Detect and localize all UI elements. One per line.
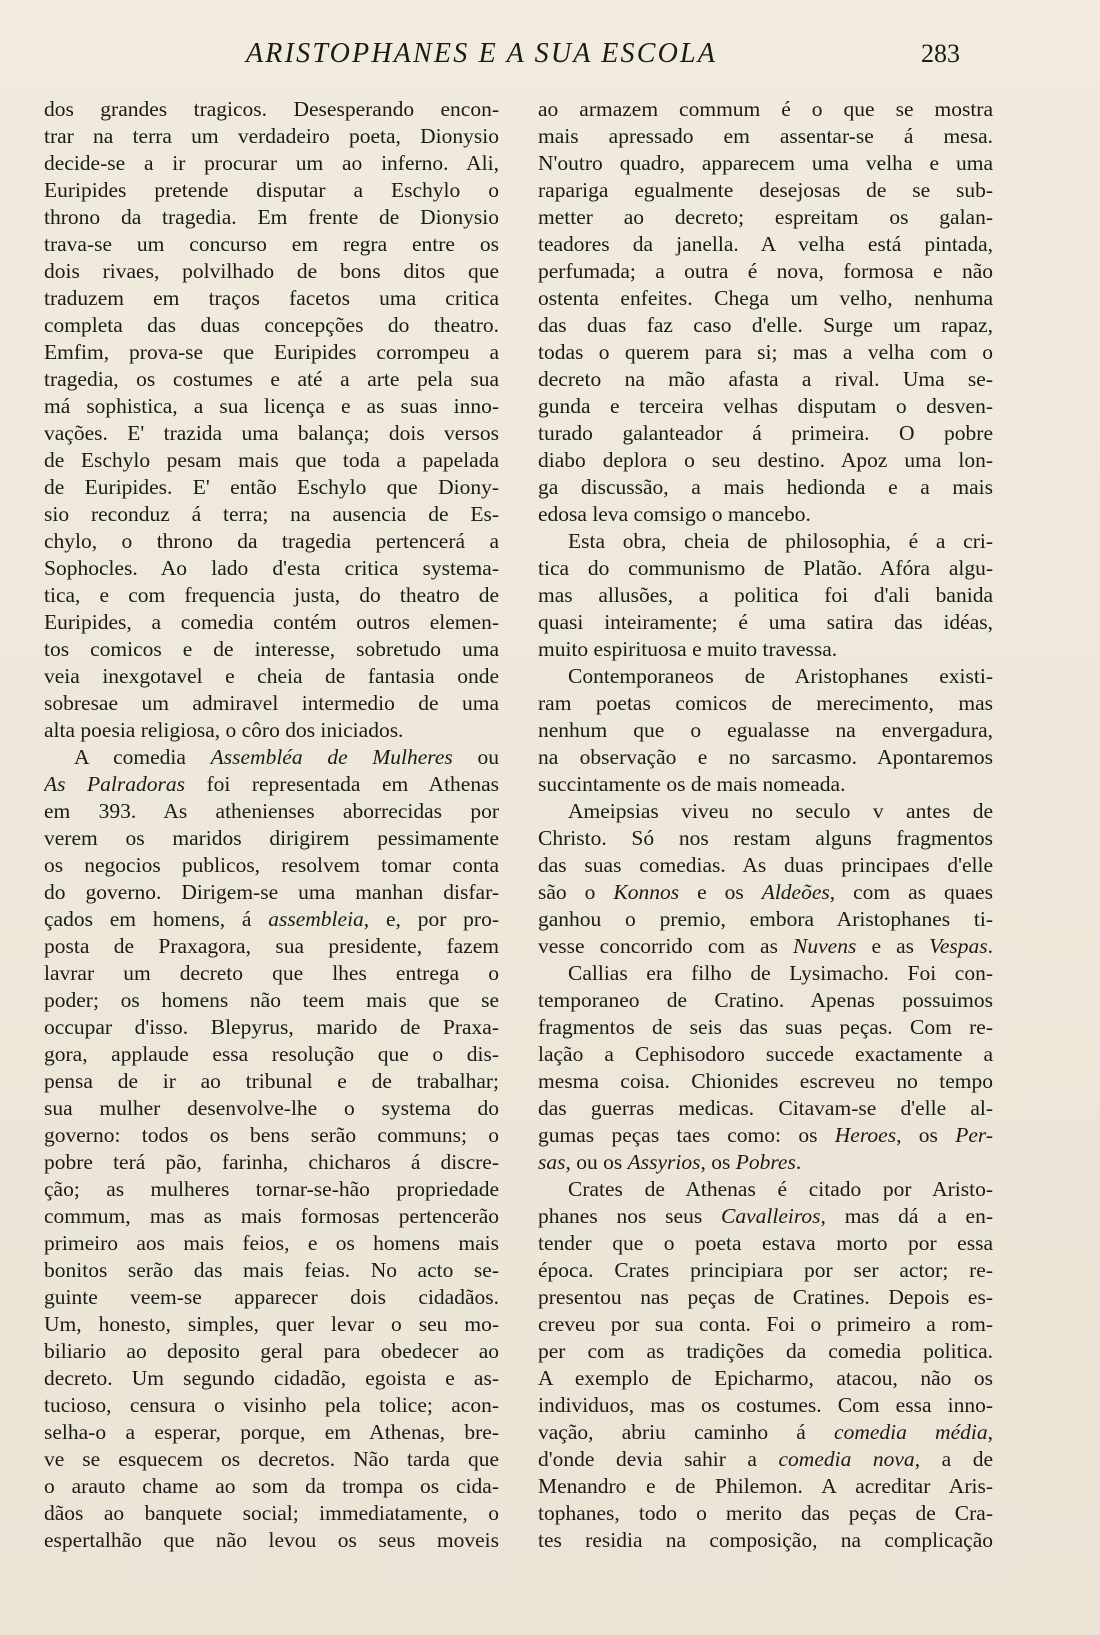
text-run: muito espirituosa e muito travessa. [538,637,838,661]
text-line [44,1257,499,1284]
text-line [538,771,993,798]
text-run: em 393. As athenienses aborrecidas por [44,799,499,823]
text-line [44,1446,499,1473]
text-run: , os [700,1150,736,1174]
text-run: temporaneo de Cratino. Apenas possuimos [538,988,993,1012]
text-run: , ou os [565,1150,628,1174]
text-line [44,285,499,312]
text-line [538,312,993,339]
text-run: individuos, mas os costumes. Com essa inno- [538,1393,993,1417]
text-line [44,1365,499,1392]
text-run: Christo. Só nos restam alguns fragmentos [538,826,993,850]
text-line [44,1203,499,1230]
text-run: pensa de ir ao tribunal e de trabalhar; [44,1069,499,1093]
text-run: vação, abriu caminho á [538,1420,835,1444]
text-run: d'onde devia sahir a [538,1447,779,1471]
text-run: phanes nos seus [538,1204,721,1228]
text-run: N'outro quadro, apparecem uma velha e uma [538,151,993,175]
text-run: lação a Cephisodoro succede exactamente a [538,1042,993,1066]
text-run: , com as quaes [829,880,993,904]
text-run: pobre terá pão, farinha, chicharos á discre- [44,1150,499,1174]
text-line [44,1230,499,1257]
text-line [44,528,499,555]
text-line [538,474,993,501]
text-line [44,1068,499,1095]
text-run: tes residia na composição, na complicação [538,1528,993,1552]
text-run: . [987,934,993,958]
text-run: trar na terra um verdadeiro poeta, Dionysio [44,124,499,148]
text-line [538,1122,993,1149]
text-line [44,798,499,825]
text-run: foi representada em Athenas [184,772,499,796]
text-line [538,663,993,690]
text-run: dãos ao banquete social; immediatamente, o [44,1501,499,1525]
text-run: ganhou o premio, embora Aristophanes ti- [538,907,993,931]
text-run: das suas comedias. As duas principaes d'elle [538,853,993,877]
text-run: Menandro e de Philemon. A acreditar Aris- [538,1474,993,1498]
text-run: tica, e com frequencia justa, do theatro de [44,583,499,607]
text-line [538,1527,993,1554]
text-line [538,1365,993,1392]
text-run: alta poesia religiosa, o côro dos iniciados. [44,718,404,742]
text-line [44,366,499,393]
text-run: vações. E' trazida uma balança; dois versos [44,421,499,445]
text-run: governo: todos os bens serão communs; o [44,1123,499,1147]
italic-text: Nuvens [793,934,857,958]
text-run: decide-se a ir procurar um ao inferno. Ali, [44,151,499,175]
text-run: gumas peças taes como: os [538,1123,835,1147]
text-run: sobresae um admiravel intermedio de uma [44,691,499,715]
text-run: Emfim, prova-se que Euripides corrompeu a [44,340,499,364]
text-line [538,1500,993,1527]
text-line [538,987,993,1014]
text-line [44,1095,499,1122]
text-run: ou [452,745,499,769]
text-run: Callias era filho de Lysimacho. Foi con- [568,961,993,985]
text-line [538,852,993,879]
italic-text: Vespas [929,934,988,958]
text-run: primeiro aos mais feios, e os homens mais [44,1231,499,1255]
text-run: os negocios publicos, resolvem tomar conta [44,853,499,877]
text-line [538,285,993,312]
text-line [538,798,993,825]
text-run: do governo. Dirigem-se uma manhan disfar- [44,880,499,904]
text-run: época. Crates principiara por ser actor; re- [538,1258,993,1282]
text-run: tragedia, os costumes e até a arte pela sua [44,367,499,391]
text-line [538,1311,993,1338]
text-line [44,1041,499,1068]
text-run: dois rivaes, polvilhado de bons ditos que [44,259,499,283]
text-line [44,717,499,744]
text-line [538,555,993,582]
text-run: Euripides pretende disputar a Eschylo o [44,178,499,202]
text-line [44,987,499,1014]
text-line [538,1095,993,1122]
text-run: chylo, o throno da tragedia pertencerá a [44,529,499,553]
italic-text: Cavalleiros [720,1204,821,1228]
running-title: ARISTOPHANES E A SUA ESCOLA [246,38,718,69]
text-run: ga discussão, a mais hedionda e a mais [538,475,993,499]
text-line [44,447,499,474]
text-run: Euripides, a comedia contém outros elemen- [44,610,499,634]
italic-text: sas [538,1150,566,1174]
text-run: Esta obra, cheia de philosophia, é a cri- [568,529,993,553]
text-run: o arauto chame ao som da trompa os cida- [44,1474,499,1498]
text-run: má sophistica, a sua licença e as suas inno- [44,394,499,418]
text-run: tucioso, censura o visinho pela tolice; acon- [44,1393,499,1417]
text-line [538,933,993,960]
text-line [44,960,499,987]
text-run: perfumada; a outra é nova, formosa e não [538,259,993,283]
text-run: das guerras medicas. Citavam-se d'elle al- [538,1096,993,1120]
text-line [44,555,499,582]
italic-text: assembleia [268,907,364,931]
italic-text: comedia nova [778,1447,915,1471]
text-run: succintamente os de mais nomeada. [538,772,846,796]
text-line [538,393,993,420]
text-run: todas o querem para si; mas a velha com o [538,340,993,364]
text-run: mas allusões, a politica foi d'ali banida [538,583,993,607]
text-run: verem os maridos dirigirem pessimamente [44,826,499,850]
text-line [44,312,499,339]
text-line [538,879,993,906]
text-line [538,1419,993,1446]
text-run: trava-se um concurso em regra entre os [44,232,499,256]
text-line [538,717,993,744]
text-run: , e, por pro- [363,907,499,931]
text-line [44,609,499,636]
text-run: creveu por sua conta. Foi o primeiro a rom- [538,1312,993,1336]
text-run: per com as tradições da comedia politica. [538,1339,993,1363]
text-run: metter ao decreto; espreitam os galan- [538,205,993,229]
text-run: commum, mas as mais formosas pertencerão [44,1204,499,1228]
text-line [44,933,499,960]
text-line [44,1014,499,1041]
text-line [538,1149,993,1176]
left-column [44,96,499,1554]
text-run: são o [538,880,614,904]
text-line [538,1257,993,1284]
page-number: 283 [921,39,960,68]
text-run: tophanes, todo o merito das peças de Cra- [538,1501,993,1525]
text-line [44,339,499,366]
text-run: throno da tragedia. Em frente de Dionysio [44,205,499,229]
text-run: teadores da janella. A velha está pintada, [538,232,993,256]
text-line [538,177,993,204]
text-line [44,1527,499,1554]
text-line [44,150,499,177]
text-line [44,636,499,663]
text-line [538,1446,993,1473]
text-run: espertalhão que não levou os seus moveis [44,1528,499,1552]
italic-text: Aldeões [761,880,830,904]
text-line [538,1473,993,1500]
text-line [44,771,499,798]
text-run: ve se esquecem os decretos. Não tarda que [44,1447,499,1471]
text-run: A comedia [74,745,211,769]
text-run: gunda e terceira velhas disputam o desven- [538,394,993,418]
text-line [44,96,499,123]
text-line [538,1041,993,1068]
text-run: mais apressado em assentar-se á mesa. [538,124,993,148]
italic-text: Per- [955,1123,993,1147]
text-line [538,636,993,663]
text-line [44,1311,499,1338]
right-column [538,96,993,1554]
text-run: biliario ao deposito geral para obedecer ao [44,1339,499,1363]
text-run: das duas faz caso d'elle. Surge um rapaz, [538,313,993,337]
text-line [44,852,499,879]
text-line [44,123,499,150]
text-line [44,420,499,447]
text-run: presentou nas peças de Cratines. Depois es- [538,1285,993,1309]
text-run: Crates de Athenas é citado por Aristo- [568,1177,993,1201]
text-run: fragmentos de seis das suas peças. Com re- [538,1015,993,1039]
text-run: çados em homens, á [44,907,269,931]
italic-text: comedia média [834,1420,988,1444]
text-run: turado galanteador á primeira. O pobre [538,421,993,445]
text-line [44,1176,499,1203]
text-run: Sophocles. Ao lado d'esta critica systema- [44,556,499,580]
text-line [44,1284,499,1311]
text-run: Um, honesto, simples, quer levar o seu mo- [44,1312,499,1336]
text-line [538,1284,993,1311]
text-line [44,1149,499,1176]
text-run: posta de Praxagora, sua presidente, fazem [44,934,499,958]
text-run: bonitos serão das mais feias. No acto se- [44,1258,499,1282]
text-run: e os [679,880,762,904]
text-line [538,231,993,258]
text-run: lavrar um decreto que lhes entrega o [44,961,499,985]
text-line [538,150,993,177]
text-run: traduzem em traços facetos uma critica [44,286,499,310]
text-run: e as [856,934,930,958]
text-run: , a de [914,1447,993,1471]
text-line [538,960,993,987]
text-run: decreto. Um segundo cidadão, egoista e as- [44,1366,499,1390]
text-line [44,501,499,528]
text-run: de Eschylo pesam mais que toda a papelada [44,448,499,472]
text-run: tos comicos e de interesse, sobretudo uma [44,637,499,661]
text-run: gora, applaude essa resolução que o dis- [44,1042,499,1066]
italic-text: Assembléa de Mulheres [210,745,453,769]
text-run: ram poetas comicos de merecimento, mas [538,691,993,715]
text-run: rapariga egualmente desejosas de se sub- [538,178,993,202]
text-line [538,123,993,150]
text-run: quasi inteiramente; é uma satira das idéas, [538,610,993,634]
text-line [538,1176,993,1203]
text-line [44,744,499,771]
text-line [538,744,993,771]
text-run: veia inexgotavel e cheia de fantasia onde [44,664,499,688]
text-line [538,1014,993,1041]
text-line [44,1122,499,1149]
text-line [44,879,499,906]
text-line [44,906,499,933]
text-line [44,393,499,420]
text-line [44,1392,499,1419]
text-line [538,1392,993,1419]
text-line [538,366,993,393]
text-run: mesma coisa. Chionides escreveu no tempo [538,1069,993,1093]
text-run: completa das duas concepções do theatro. [44,313,499,337]
text-run: dos grandes tragicos. Desesperando encon- [44,97,499,121]
text-run: tica do communismo de Platão. Afóra algu- [538,556,993,580]
text-run: edosa leva comsigo o mancebo. [538,502,811,526]
text-run: nenhum que o egualasse na envergadura, [538,718,993,742]
text-run: sua mulher desenvolve-lhe o systema do [44,1096,499,1120]
text-line [44,582,499,609]
text-line [538,447,993,474]
text-line [538,1068,993,1095]
text-line [44,1419,499,1446]
text-run: de Euripides. E' então Eschylo que Diony- [44,475,499,499]
text-line [44,663,499,690]
text-run: . [795,1150,802,1174]
text-line [44,258,499,285]
text-line [44,231,499,258]
text-line [44,825,499,852]
italic-text: Konnos [613,880,680,904]
text-run: diabo deplora o seu destino. Apoz uma lon- [538,448,993,472]
text-run: vesse concorrido com as [538,934,794,958]
text-run: ao armazem commum é o que se mostra [538,97,993,121]
text-line [44,690,499,717]
text-run: , [987,1420,993,1444]
italic-text: Pobres [735,1150,796,1174]
text-run: ostenta enfeites. Chega um velho, nenhuma [538,286,993,310]
text-run: A exemplo de Epicharmo, atacou, não os [538,1366,993,1390]
text-run: ção; as mulheres tornar-se-hão propriedade [44,1177,499,1201]
text-run: Contemporaneos de Aristophanes existi- [568,664,993,688]
text-line [538,1338,993,1365]
text-run: selha-o a esperar, porque, em Athenas, bre- [44,1420,499,1444]
text-line [44,474,499,501]
text-line [538,690,993,717]
text-line [538,906,993,933]
text-run: decreto na mão afasta a rival. Uma se- [538,367,993,391]
text-line [538,825,993,852]
text-run: sio reconduz á terra; na ausencia de Es- [44,502,499,526]
text-line [538,1230,993,1257]
text-line [44,204,499,231]
text-run: , mas dá a en- [820,1204,993,1228]
text-run: Ameipsias viveu no seculo v antes de [568,799,993,823]
text-line [538,1203,993,1230]
text-run: poder; os homens não teem mais que se [44,988,499,1012]
text-run: guinte veem-se apparecer dois cidadãos. [44,1285,499,1309]
text-line [538,339,993,366]
italic-text: Assyrios [627,1150,701,1174]
text-run: na observação e no sarcasmo. Apontaremos [538,745,993,769]
text-run: tender que o poeta estava morto por essa [538,1231,993,1255]
text-line [538,582,993,609]
text-line [538,609,993,636]
text-run: occupar d'isso. Blepyrus, marido de Praxa- [44,1015,499,1039]
italic-text: Heroes [834,1123,897,1147]
text-line [538,528,993,555]
text-line [44,1473,499,1500]
text-line [44,177,499,204]
italic-text: As Palradoras [44,772,185,796]
running-head [0,38,1100,78]
text-line [538,204,993,231]
text-line [44,1338,499,1365]
text-line [44,1500,499,1527]
text-line [538,258,993,285]
text-line [538,501,993,528]
text-run: , os [896,1123,956,1147]
text-line [538,420,993,447]
text-line [538,96,993,123]
